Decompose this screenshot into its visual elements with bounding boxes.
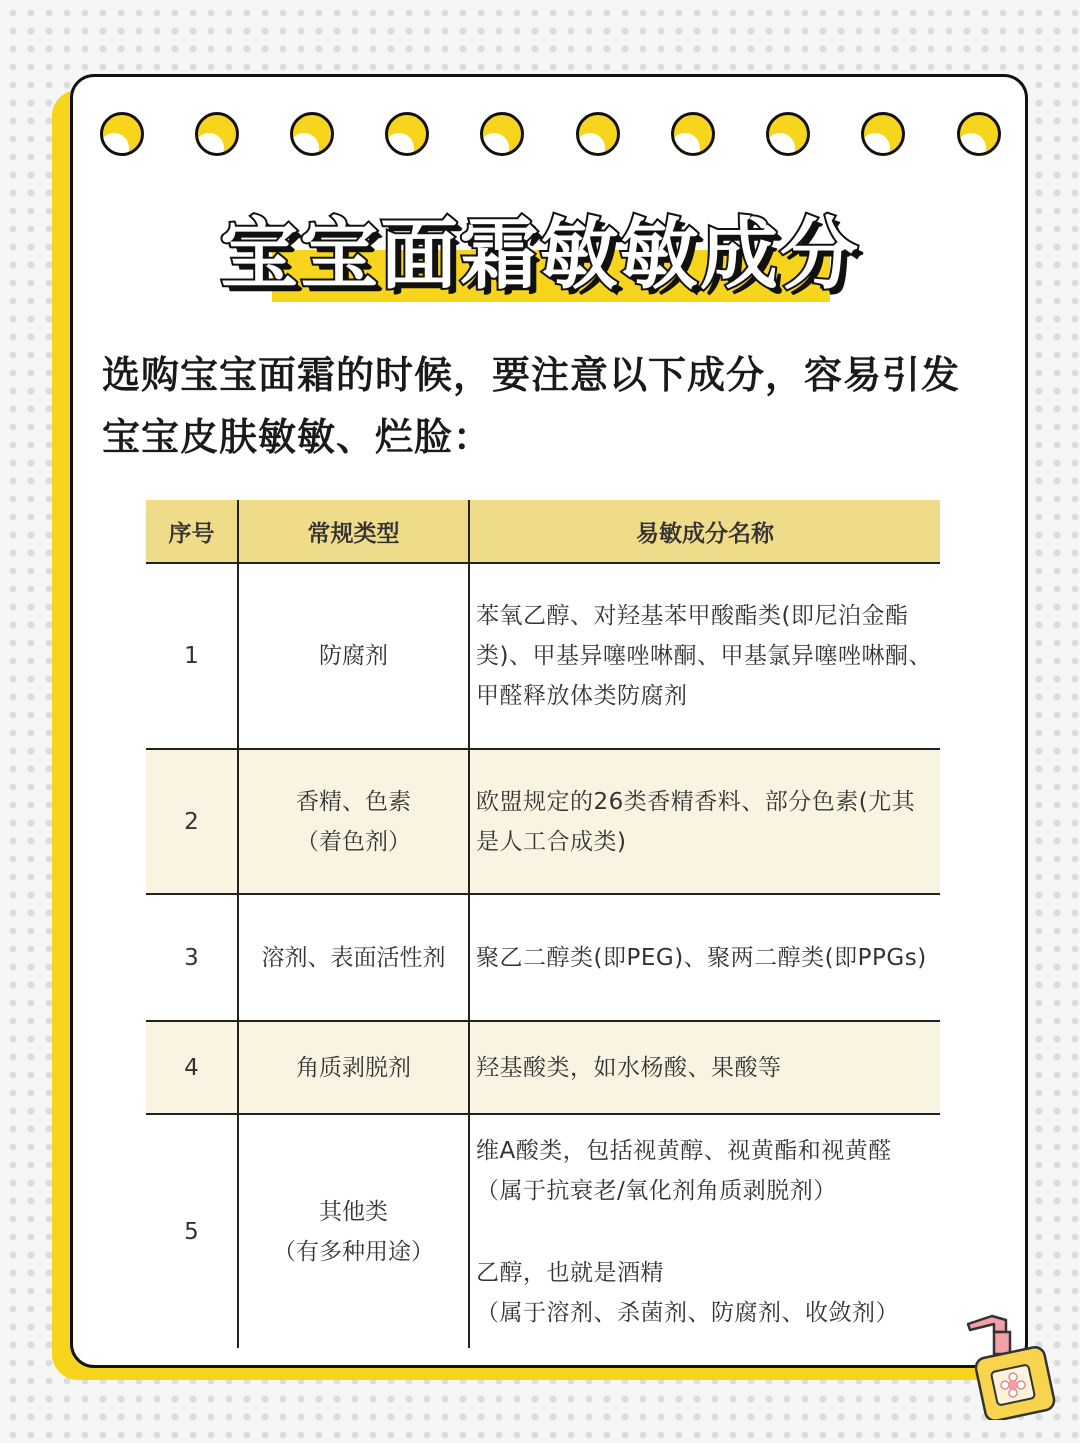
row-type-note: （有多种用途） [273, 1238, 434, 1265]
table-row [146, 1114, 940, 1348]
binder-ring [290, 112, 334, 156]
row-type [238, 1021, 469, 1114]
row-no: 3 [146, 894, 238, 1021]
row-no: 5 [146, 1114, 238, 1348]
binder-ring [576, 112, 620, 156]
lotion-bottle-icon [958, 1308, 1058, 1420]
row-names-retinoids: 维A酸类，包括视黄醇、视黄酯和视黄醛 [476, 1137, 892, 1164]
binder-ring [861, 112, 905, 156]
row-type-label: 香精、色素 [296, 788, 411, 815]
row-type-label: 防腐剂 [319, 643, 388, 669]
row-names-alcohol-note: （属于溶剂、杀菌剂、防腐剂、收敛剂） [476, 1299, 899, 1326]
row-type-label: 溶剂、表面活性剂 [261, 944, 446, 971]
header-no: 序号 [146, 500, 238, 563]
table-row [146, 894, 940, 1021]
row-type [238, 1114, 469, 1348]
page-title: 宝宝面霜敏敏成分 [219, 210, 860, 300]
row-type [238, 563, 469, 749]
row-names: 欧盟规定的26类香精香料、部分色素(尤其是人工合成类) [469, 749, 940, 894]
binder-ring [195, 112, 239, 156]
row-type-note: （着色剂） [296, 828, 411, 855]
binder-ring [766, 112, 810, 156]
row-no: 2 [146, 749, 238, 894]
row-names: 羟基酸类，如水杨酸、果酸等 [469, 1021, 940, 1114]
ingredient-table [146, 500, 940, 1348]
row-names [469, 1114, 940, 1348]
row-names: 聚乙二醇类(即PEG)、聚两二醇类(即PPGs) [469, 894, 940, 1021]
table-row [146, 749, 940, 894]
table-header-row [146, 500, 940, 563]
row-names-retinoids-note: （属于抗衰老/氧化剂角质剥脱剂） [476, 1177, 837, 1204]
header-names: 易敏成分名称 [469, 500, 940, 563]
row-type [238, 749, 469, 894]
binder-ring [957, 112, 1001, 156]
spacer [476, 1211, 932, 1253]
row-no: 4 [146, 1021, 238, 1114]
row-type-label: 角质剥脱剂 [296, 1054, 411, 1081]
binder-ring [385, 112, 429, 156]
row-names: 苯氧乙醇、对羟基苯甲酸酯类(即尼泊金酯类)、甲基异噻唑啉酮、甲基氯异噻唑啉酮、甲醛释放体类防腐剂 [469, 563, 940, 749]
row-type-label: 其他类 [319, 1198, 388, 1225]
row-no: 1 [146, 563, 238, 749]
binder-ring [100, 112, 144, 156]
row-names-alcohol: 乙醇，也就是酒精 [476, 1259, 664, 1286]
table-row [146, 563, 940, 749]
intro-text: 选购宝宝面霜的时候，要注意以下成分，容易引发宝宝皮肤敏敏、烂脸： [102, 353, 961, 459]
binder-ring [671, 112, 715, 156]
row-type [238, 894, 469, 1021]
header-type: 常规类型 [238, 500, 469, 563]
table-row [146, 1021, 940, 1114]
binder-ring [480, 112, 524, 156]
binder-rings [100, 112, 1005, 162]
